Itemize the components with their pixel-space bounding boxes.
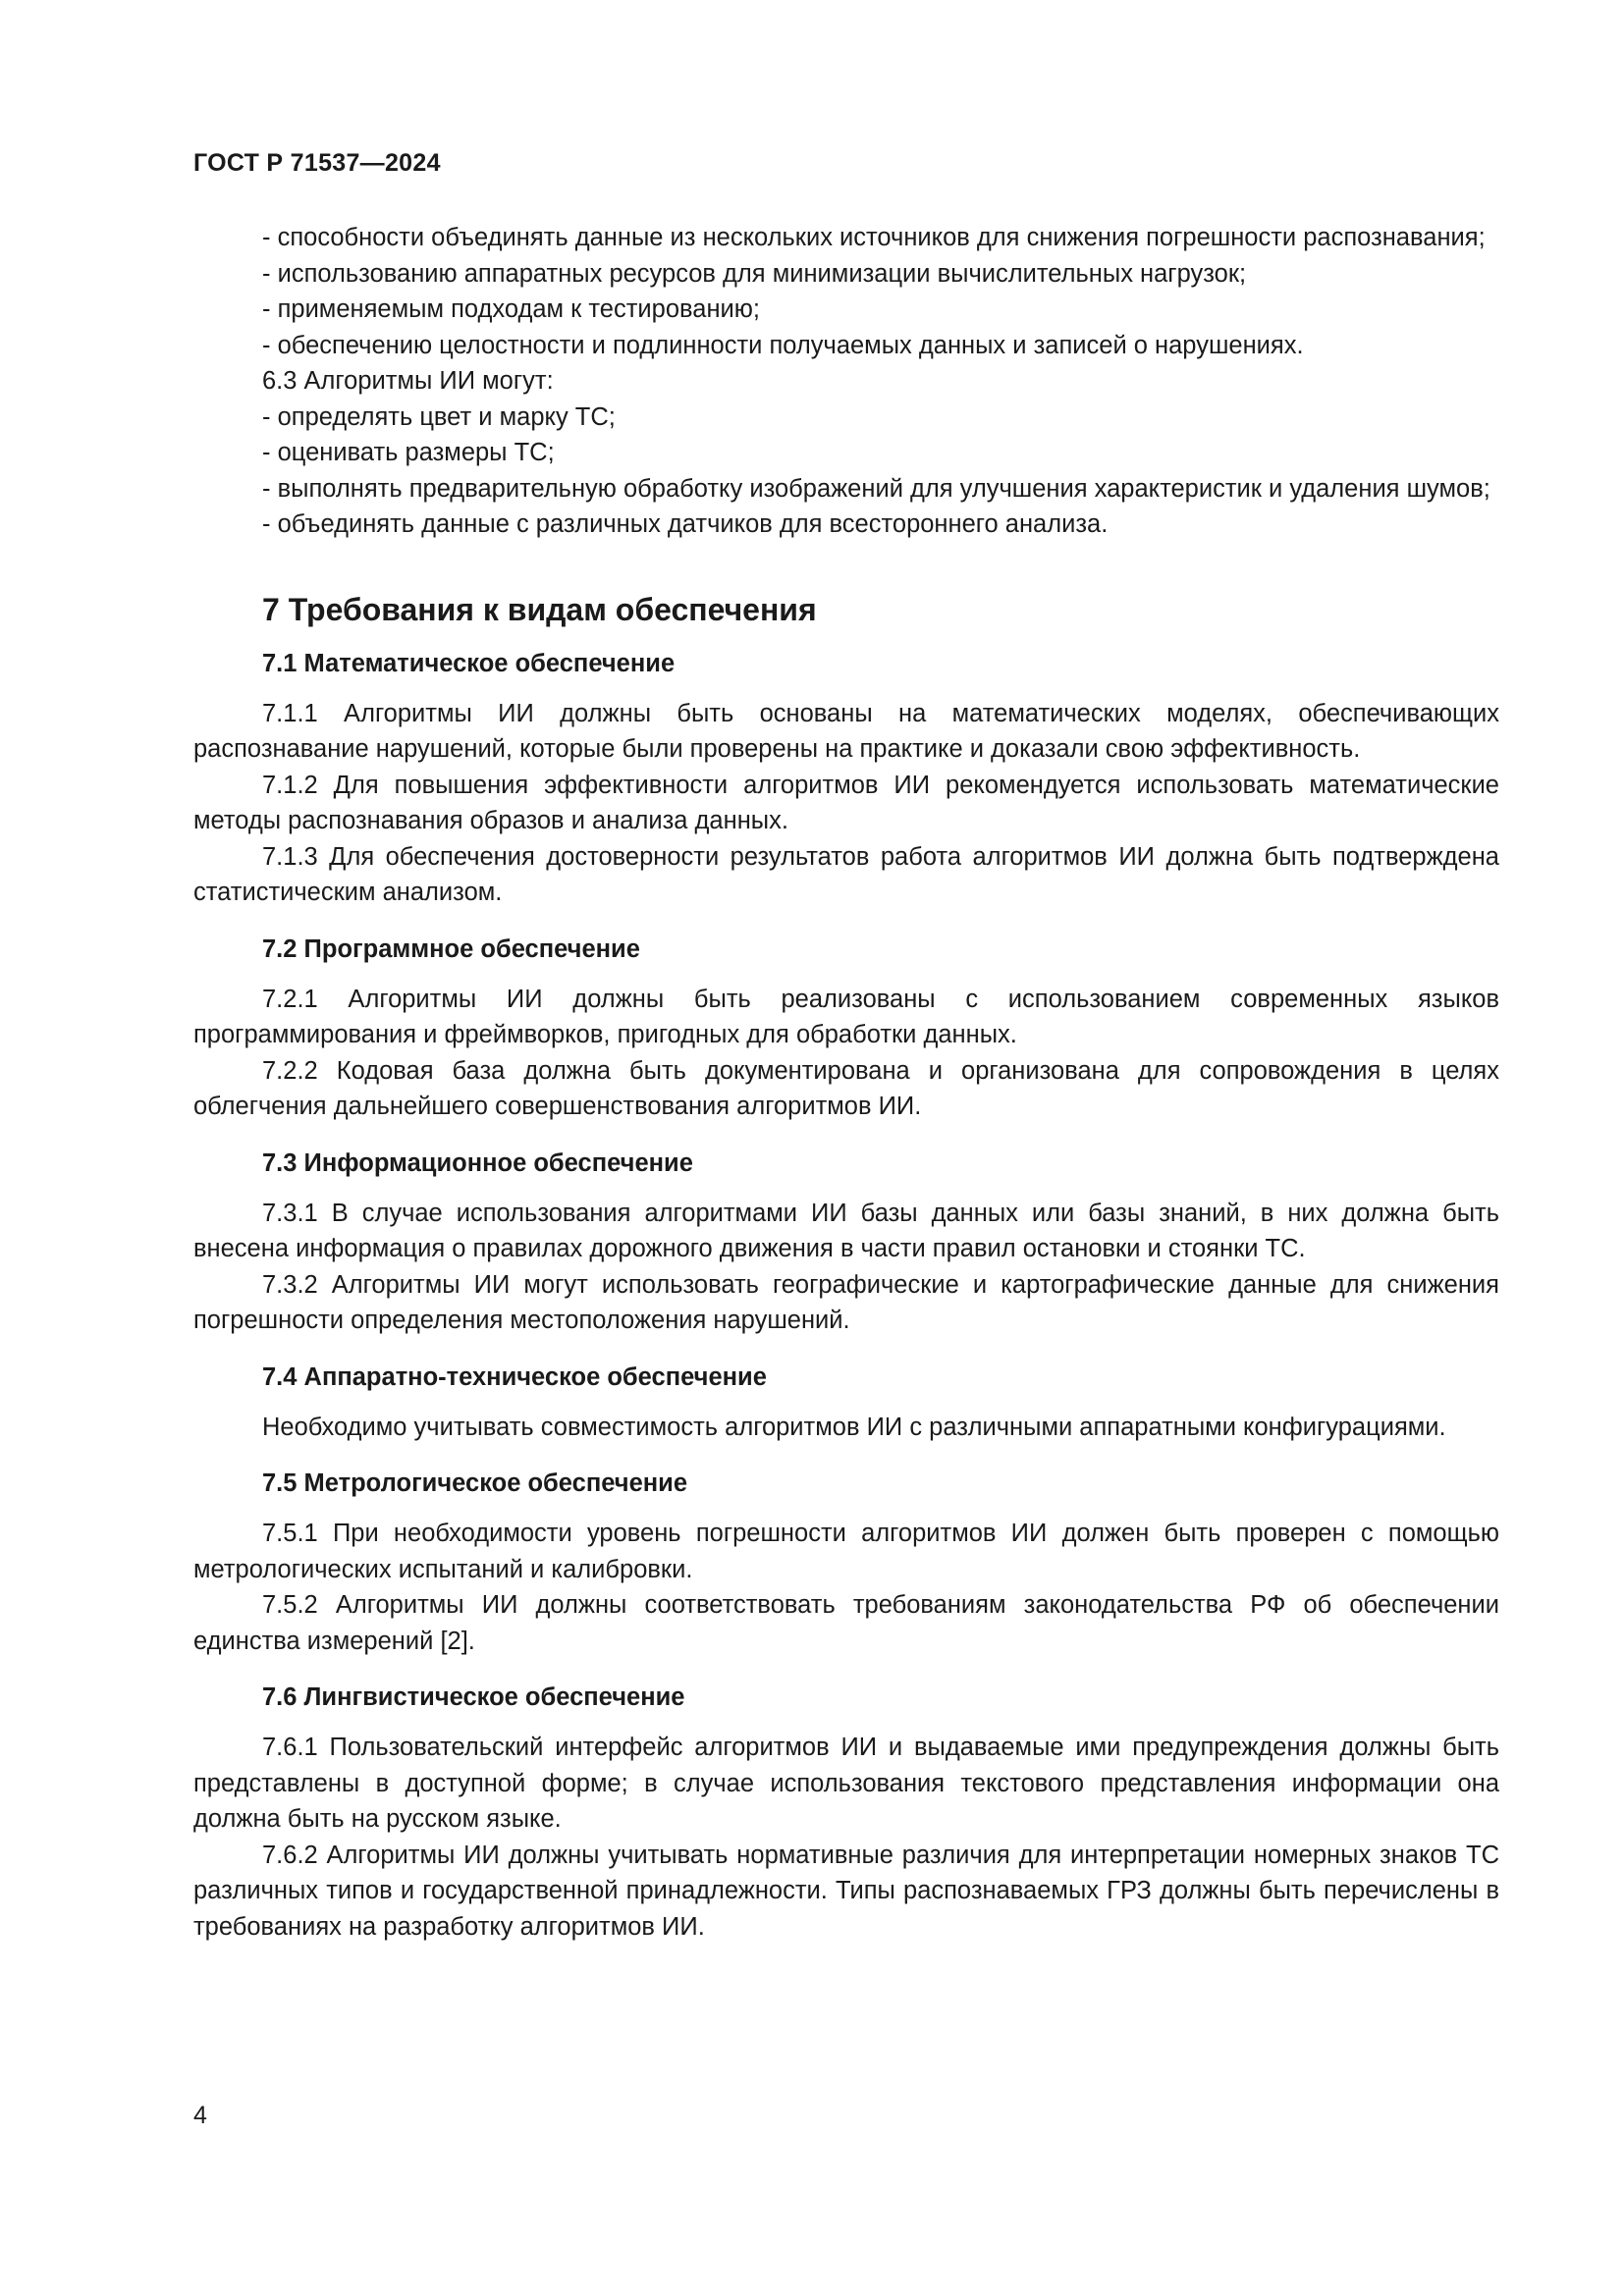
intro-list-item: - выполнять предварительную обработку изображений для улучшения характеристик и удаления шумов;	[262, 474, 1490, 503]
subsection-title-7-3: 7.3 Информационное обеспечение	[262, 1148, 693, 1177]
subsection-title-7-2: 7.2 Программное обеспечение	[262, 934, 640, 963]
clause-paragraph: 7.1.2 Для повышения эффективности алгоритмов ИИ рекомендуется использовать математические методы распознавания образов и анализа данных.	[193, 771, 1499, 834]
clause-paragraph: 7.1.1 Алгоритмы ИИ должны быть основаны на математических моделях, обеспечивающих распознавание нарушений, которые были проверены на практике и доказали свою эффективность.	[193, 699, 1499, 763]
document-body	[193, 220, 1499, 1945]
clause-paragraph: 7.2.2 Кодовая база должна быть документирована и организована для сопровождения в целях облегчения дальнейшего совершенствования алгоритмов ИИ.	[193, 1056, 1499, 1120]
clause-paragraph: 7.2.1 Алгоритмы ИИ должны быть реализованы с использованием современных языков программирования и фреймворков, пригодных для обработки данных.	[193, 985, 1499, 1048]
clause-paragraph: 7.1.3 Для обеспечения достоверности результатов работа алгоритмов ИИ должна быть подтверждена статистическим анализом.	[193, 842, 1499, 906]
intro-list-item: - применяемым подходам к тестированию;	[262, 295, 760, 323]
subsection-title-7-5: 7.5 Метрологическое обеспечение	[262, 1469, 688, 1497]
clause-paragraph: 7.3.1 В случае использования алгоритмами ИИ базы данных или базы знаний, в них должна быть внесена информация о правилах дорожного движения в части правил остановки и стоянки ТС.	[193, 1199, 1499, 1262]
clause-paragraph: Необходимо учитывать совместимость алгоритмов ИИ с различными аппаратными конфигурациями.	[262, 1413, 1446, 1441]
clause-paragraph: 7.5.1 При необходимости уровень погрешности алгоритмов ИИ должен быть проверен с помощью метрологических испытаний и калибровки.	[193, 1520, 1499, 1583]
clause-paragraph: 7.6.2 Алгоритмы ИИ должны учитывать нормативные различия для интерпретации номерных знаков ТС различных типов и государственной принадлежности. Типы распознаваемых ГРЗ должны быть перечислены в требованиях на разработку алгоритмов ИИ.	[193, 1841, 1499, 1941]
section-7-title: 7 Требования к видам обеспечения	[262, 591, 817, 627]
clause-paragraph: 7.3.2 Алгоритмы ИИ могут использовать географические и картографические данные для снижения погрешности определения местоположения нарушений.	[193, 1270, 1499, 1334]
clause-paragraph: 7.5.2 Алгоритмы ИИ должны соответствовать требованиям законодательства РФ об обеспечении единства измерений [2].	[193, 1591, 1499, 1655]
clause-6-3-lead: 6.3 Алгоритмы ИИ могут:	[262, 367, 554, 395]
intro-list-item: - оценивать размеры ТС;	[262, 439, 555, 466]
intro-list-item: - определять цвет и марку ТС;	[262, 402, 616, 431]
subsection-title-7-4: 7.4 Аппаратно-техническое обеспечение	[262, 1362, 767, 1391]
intro-list-item: - обеспечению целостности и подлинности получаемых данных и записей о нарушениях.	[262, 331, 1304, 359]
subsection-title-7-1: 7.1 Математическое обеспечение	[262, 649, 676, 677]
page-number: 4	[193, 2102, 207, 2129]
intro-list-item: - использованию аппаратных ресурсов для минимизации вычислительных нагрузок;	[262, 259, 1247, 288]
intro-list-item: - способности объединять данные из нескольких источников для снижения погрешности распознавания;	[262, 224, 1486, 251]
subsection-title-7-6: 7.6 Лингвистическое обеспечение	[262, 1683, 685, 1711]
document-code-header: ГОСТ Р 71537—2024	[193, 149, 441, 177]
clause-paragraph: 7.6.1 Пользовательский интерфейс алгоритмов ИИ и выдаваемые ими предупреждения должны быть представлены в доступной форме; в случае использования текстового представления информации она должна быть на русском языке.	[193, 1734, 1499, 1833]
intro-list-item: - объединять данные с различных датчиков для всестороннего анализа.	[262, 510, 1109, 538]
